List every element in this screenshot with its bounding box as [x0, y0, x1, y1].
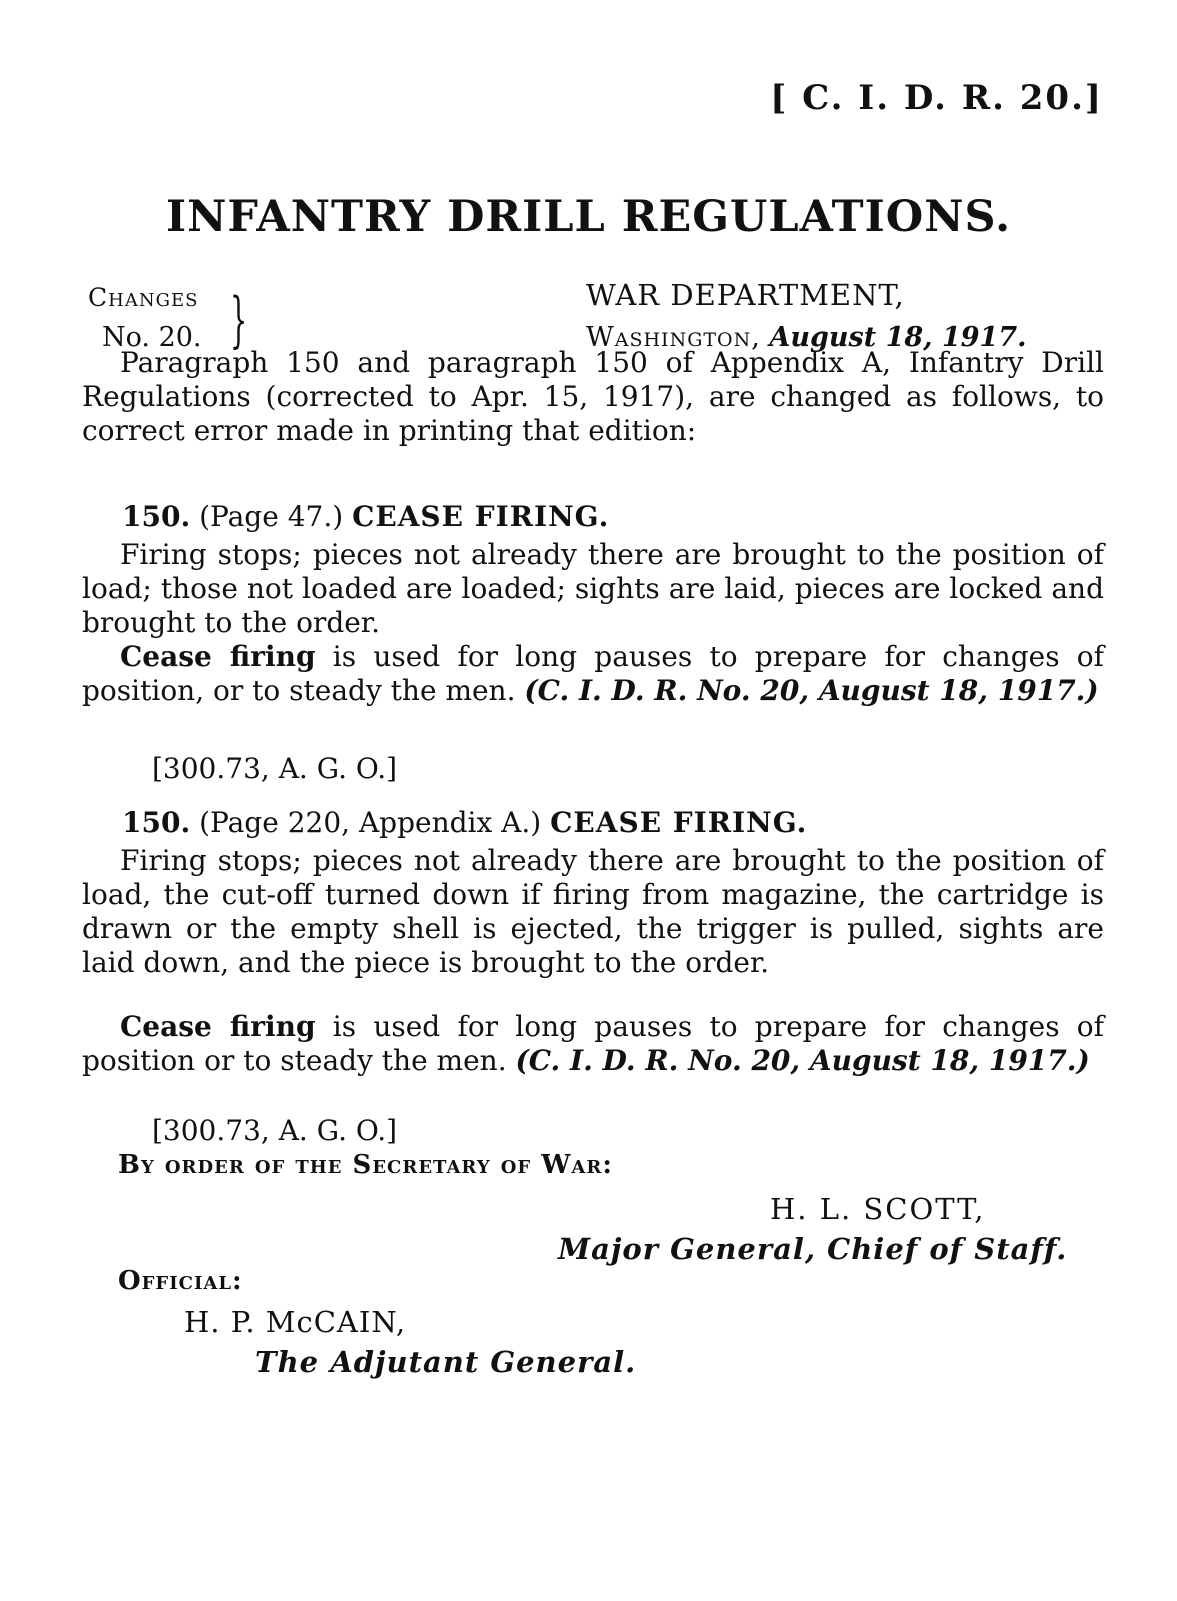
section-1-citation: (C. I. D. R. No. 20, August 18, 1917.) [524, 674, 1099, 707]
by-order-line: By order of the Secretary of War: [118, 1150, 613, 1180]
official-name: H. P. McCAIN, [184, 1305, 407, 1339]
section-1-note-lead: Cease firing [120, 640, 316, 673]
section-1-note-text: is used for long pauses to prepare for changes of position, or to steady the men. [82, 640, 1105, 707]
intro-paragraph: Paragraph 150 and paragraph 150 of Appendix A, Infantry Drill Regulations (corrected to Apr. 15, 1917), are changed as follows, to correct error made in printing that edition: [82, 346, 1104, 447]
section-1-heading [122, 500, 609, 533]
section-2-page-ref: (Page 220, Appendix A.) [199, 806, 542, 839]
section-2-caption: CEASE FIRING. [550, 806, 808, 839]
official-title: The Adjutant General. [255, 1345, 637, 1379]
section-2-note [82, 1010, 1104, 1078]
section-1-body: Firing stops; pieces not already there are brought to the position of load; those not loaded are loaded; sights are laid, pieces are locked and brought to the order. [82, 538, 1104, 639]
signer-name: H. L. SCOTT, [770, 1192, 986, 1226]
location: Washington, [586, 322, 761, 353]
section-2-file-ref: [300.73, A. G. O.] [152, 1114, 398, 1147]
section-2-note-text: is used for long pauses to prepare for changes of position or to steady the men. [82, 1010, 1105, 1077]
section-2-number: 150. [122, 806, 191, 839]
issue-date: August 18, 1917. [769, 322, 1027, 353]
department-name: WAR DEPARTMENT, [586, 278, 905, 312]
section-2-body: Firing stops; pieces not already there are brought to the position of load, the cut-off turned down if firing from magazine, the cartridge is drawn or the empty shell is ejected, the trigger is pulled, sights are laid down, and the piece is brought to the order. [82, 844, 1104, 979]
document-reference: [ C. I. D. R. 20.] [770, 78, 1103, 118]
section-1-number: 150. [122, 500, 191, 533]
section-1-caption: CEASE FIRING. [352, 500, 610, 533]
section-1-note [82, 640, 1104, 708]
section-2-citation: (C. I. D. R. No. 20, August 18, 1917.) [515, 1044, 1090, 1077]
section-1-file-ref: [300.73, A. G. O.] [152, 752, 398, 785]
changes-number: No. 20. [102, 322, 202, 353]
section-2-note-lead: Cease firing [120, 1010, 316, 1043]
brace-mark: } [230, 285, 248, 355]
document-title: INFANTRY DRILL REGULATIONS. [165, 192, 1012, 242]
official-label: Official: [118, 1266, 243, 1296]
changes-label: Changes [88, 283, 199, 312]
signer-title: Major General, Chief of Staff. [558, 1232, 1068, 1266]
section-2-heading [122, 806, 807, 839]
section-1-page-ref: (Page 47.) [199, 500, 344, 533]
